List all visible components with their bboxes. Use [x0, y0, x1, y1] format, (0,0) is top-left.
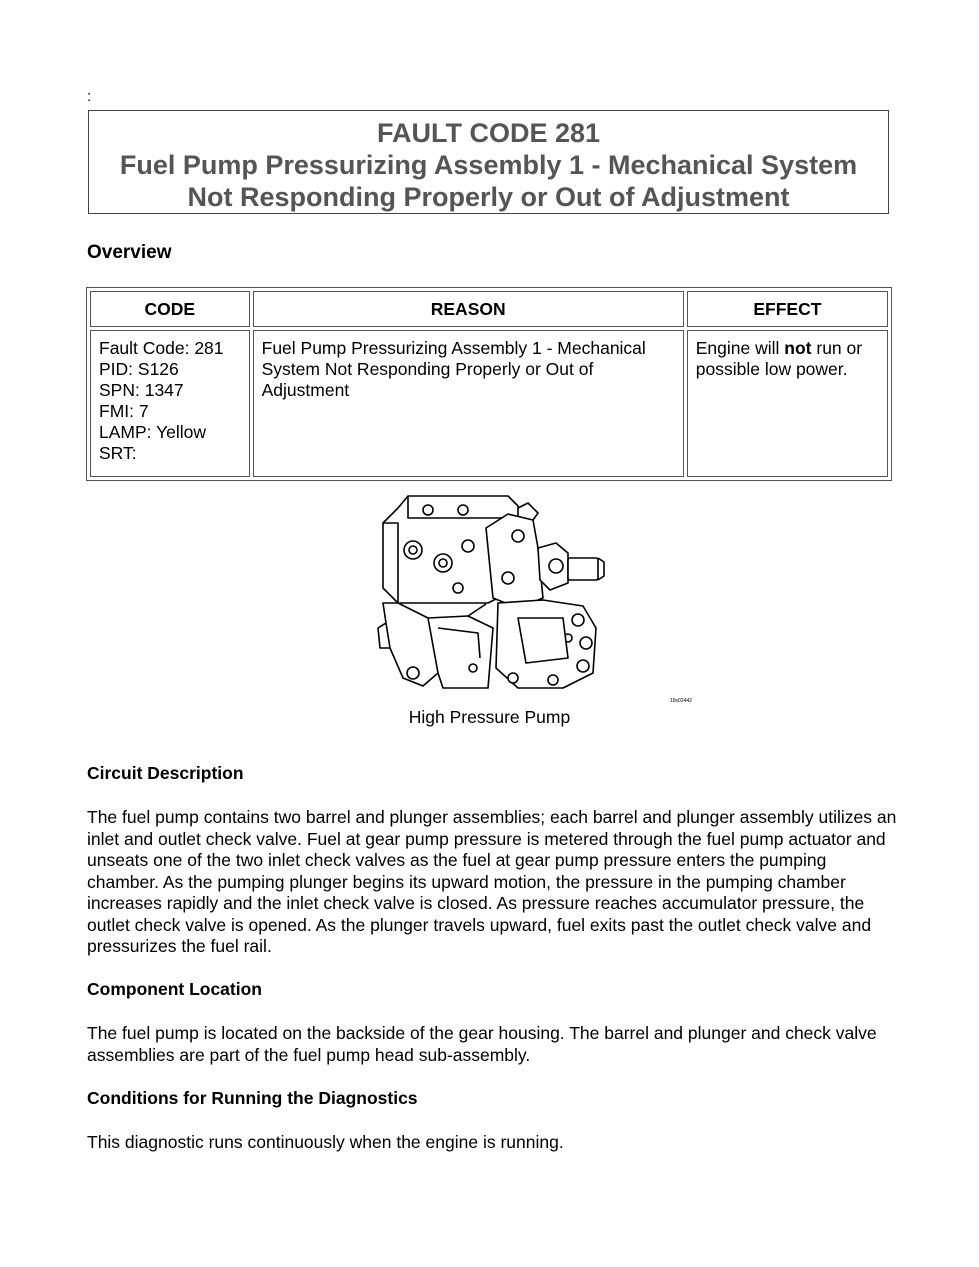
fault-code-title-box: [88, 110, 889, 214]
table-header-row: [90, 291, 888, 327]
code-line-lamp: LAMP: Yellow: [99, 422, 207, 442]
reason-cell: Fuel Pump Pressurizing Assembly 1 - Mechanical System Not Responding Properly or Out of Adjustment: [253, 330, 684, 477]
circuit-description-heading: Circuit Description: [87, 763, 244, 783]
table-row: [90, 330, 888, 477]
pump-drawing: [368, 488, 698, 706]
figure-reference-number: 19s02442: [670, 698, 692, 704]
code-line-fmi: FMI: 7: [99, 401, 149, 421]
code-line-spn: SPN: 1347: [99, 380, 184, 400]
column-header-effect: EFFECT: [687, 291, 888, 327]
effect-text-start: Engine will: [695, 338, 785, 358]
title-line-description-2: Not Responding Properly or Out of Adjustment: [187, 182, 790, 212]
column-header-reason: REASON: [253, 291, 684, 327]
effect-text-end: run or possible low power.: [695, 338, 863, 379]
diagnostic-conditions-text: This diagnostic runs continuously when the engine is running.: [87, 1132, 564, 1152]
code-line-fault-code: Fault Code: 281: [99, 338, 224, 358]
diagnostic-conditions-heading: Conditions for Running the Diagnostics: [87, 1088, 418, 1108]
effect-cell: [687, 330, 888, 477]
column-header-code: CODE: [90, 291, 250, 327]
overview-heading: Overview: [87, 242, 172, 263]
component-location-heading: Component Location: [87, 979, 262, 999]
title-line-fault-code: FAULT CODE 281: [376, 118, 601, 148]
figure-caption: High Pressure Pump: [408, 707, 571, 727]
code-cell: [90, 330, 250, 477]
title-line-description-1: Fuel Pump Pressurizing Assembly 1 - Mechanical System: [119, 150, 858, 180]
page-marker: :: [87, 88, 92, 105]
code-line-srt: SRT:: [99, 443, 137, 463]
effect-text-emphasis: not: [784, 338, 812, 358]
code-line-pid: PID: S126: [99, 359, 179, 379]
circuit-description-text: The fuel pump contains two barrel and plunger assemblies; each barrel and plunger assembly utilizes an inlet and outlet check valve. Fuel at gear pump pressure is metered through the fuel pump actuator and unseats one of the two inlet check valves as the fuel at gear pump pressure enters the pumping chamber. As the pumping plunger begins its upward motion, the pressure in the pumping chamber increases rapidly and the inlet check valve is closed. As pressure reaches accumulator pressure, the outlet check valve is opened. As the plunger travels upward, fuel exits past the outlet check valve and pressurizes the fuel rail.: [87, 807, 897, 956]
high-pressure-pump-illustration: [368, 488, 698, 706]
overview-table: [86, 287, 892, 481]
component-location-text: The fuel pump is located on the backside of the gear housing. The barrel and plunger and check valve assemblies are part of the fuel pump head sub-assembly.: [87, 1023, 877, 1065]
